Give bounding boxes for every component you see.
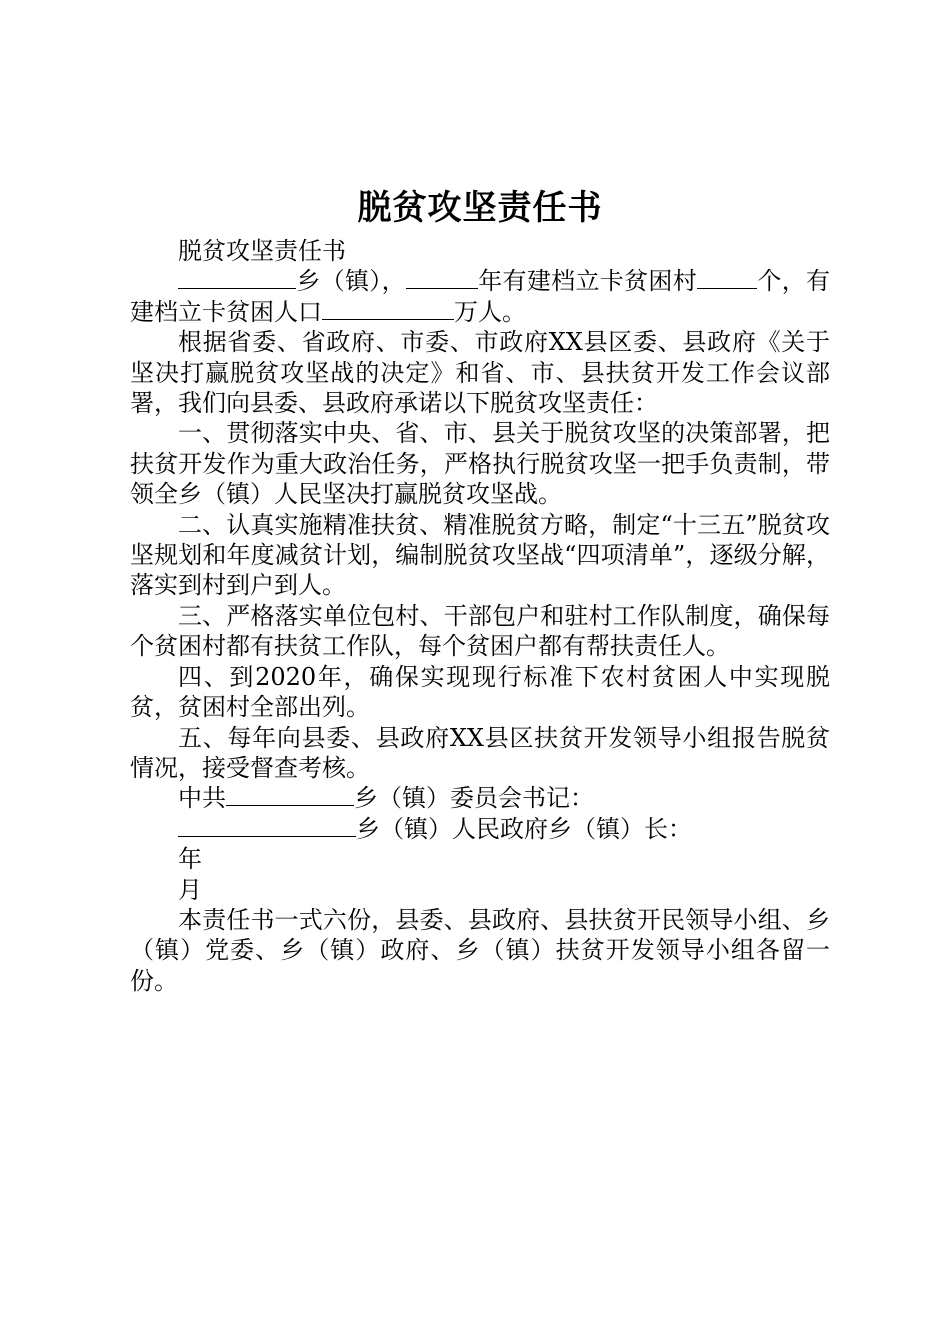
blank-village-count[interactable] xyxy=(697,266,757,289)
paragraph-item-5: 五、每年向县委、县政府XX县区扶贫开发领导小组报告脱贫情况，接受督查考核。 xyxy=(130,723,830,782)
date-month: 月 xyxy=(178,875,202,904)
date-year: 年 xyxy=(178,845,202,874)
document-page xyxy=(130,180,830,996)
blank-party-township[interactable] xyxy=(226,783,354,806)
paragraph-item-3: 三、严格落实单位包村、干部包户和驻村工作队制度，确保每个贫困村都有扶贫工作队，每个贫困户都有帮扶责任人。 xyxy=(130,601,830,661)
signature-party-secretary xyxy=(130,783,830,813)
blank-year[interactable] xyxy=(406,266,478,289)
blank-township[interactable] xyxy=(178,266,296,289)
blank-population[interactable] xyxy=(322,297,454,320)
signature-secretary-label: 乡（镇）委员会书记： xyxy=(354,784,594,813)
fill-in-paragraph xyxy=(130,266,830,327)
fill-text-1: 乡（镇）， xyxy=(296,267,406,296)
document-subtitle: 脱贫攻坚责任书 xyxy=(178,237,346,265)
fill-text-3: 个，有建档立卡贫困人口 xyxy=(130,267,831,326)
paragraph-basis: 根据省委、省政府、市委、市政府XX县区委、县政府《关于坚决打赢脱贫攻坚战的决定》和省、市、县扶贫开发工作会议部署，我们向县委、县政府承诺以下脱贫攻坚责任： xyxy=(130,328,830,418)
signature-prefix: 中共 xyxy=(178,784,226,813)
blank-government-township[interactable] xyxy=(178,814,356,837)
fill-text-2: 年有建档立卡贫困村 xyxy=(477,267,698,296)
document-title: 脱贫攻坚责任书 xyxy=(357,188,603,228)
paragraph-item-2: 二、认真实施精准扶贫、精准脱贫方略，制定“十三五”脱贫攻坚规划和年度减贫计划，编制脱贫攻坚战“四项清单”，逐级分解，落实到村到户到人。 xyxy=(130,510,830,600)
paragraph-item-1: 一、贯彻落实中央、省、市、县关于脱贫攻坚的决策部署，把扶贫开发作为重大政治任务，严格执行脱贫攻坚一把手负责制，带领全乡（镇）人民坚决打赢脱贫攻坚战。 xyxy=(130,419,830,509)
signature-mayor-label: 乡（镇）人民政府乡（镇）长： xyxy=(356,814,692,843)
paragraph-item-4: 四、到2020年，确保实现现行标准下农村贫困人中实现脱贫，贫困村全部出列。 xyxy=(130,662,830,722)
signature-mayor xyxy=(130,814,830,844)
closing-paragraph: 本责任书一式六份，县委、县政府、县扶贫开民领导小组、乡（镇）党委、乡（镇）政府、乡（镇）扶贫开发领导小组各留一份。 xyxy=(130,905,830,995)
fill-text-4: 万人。 xyxy=(454,297,526,326)
